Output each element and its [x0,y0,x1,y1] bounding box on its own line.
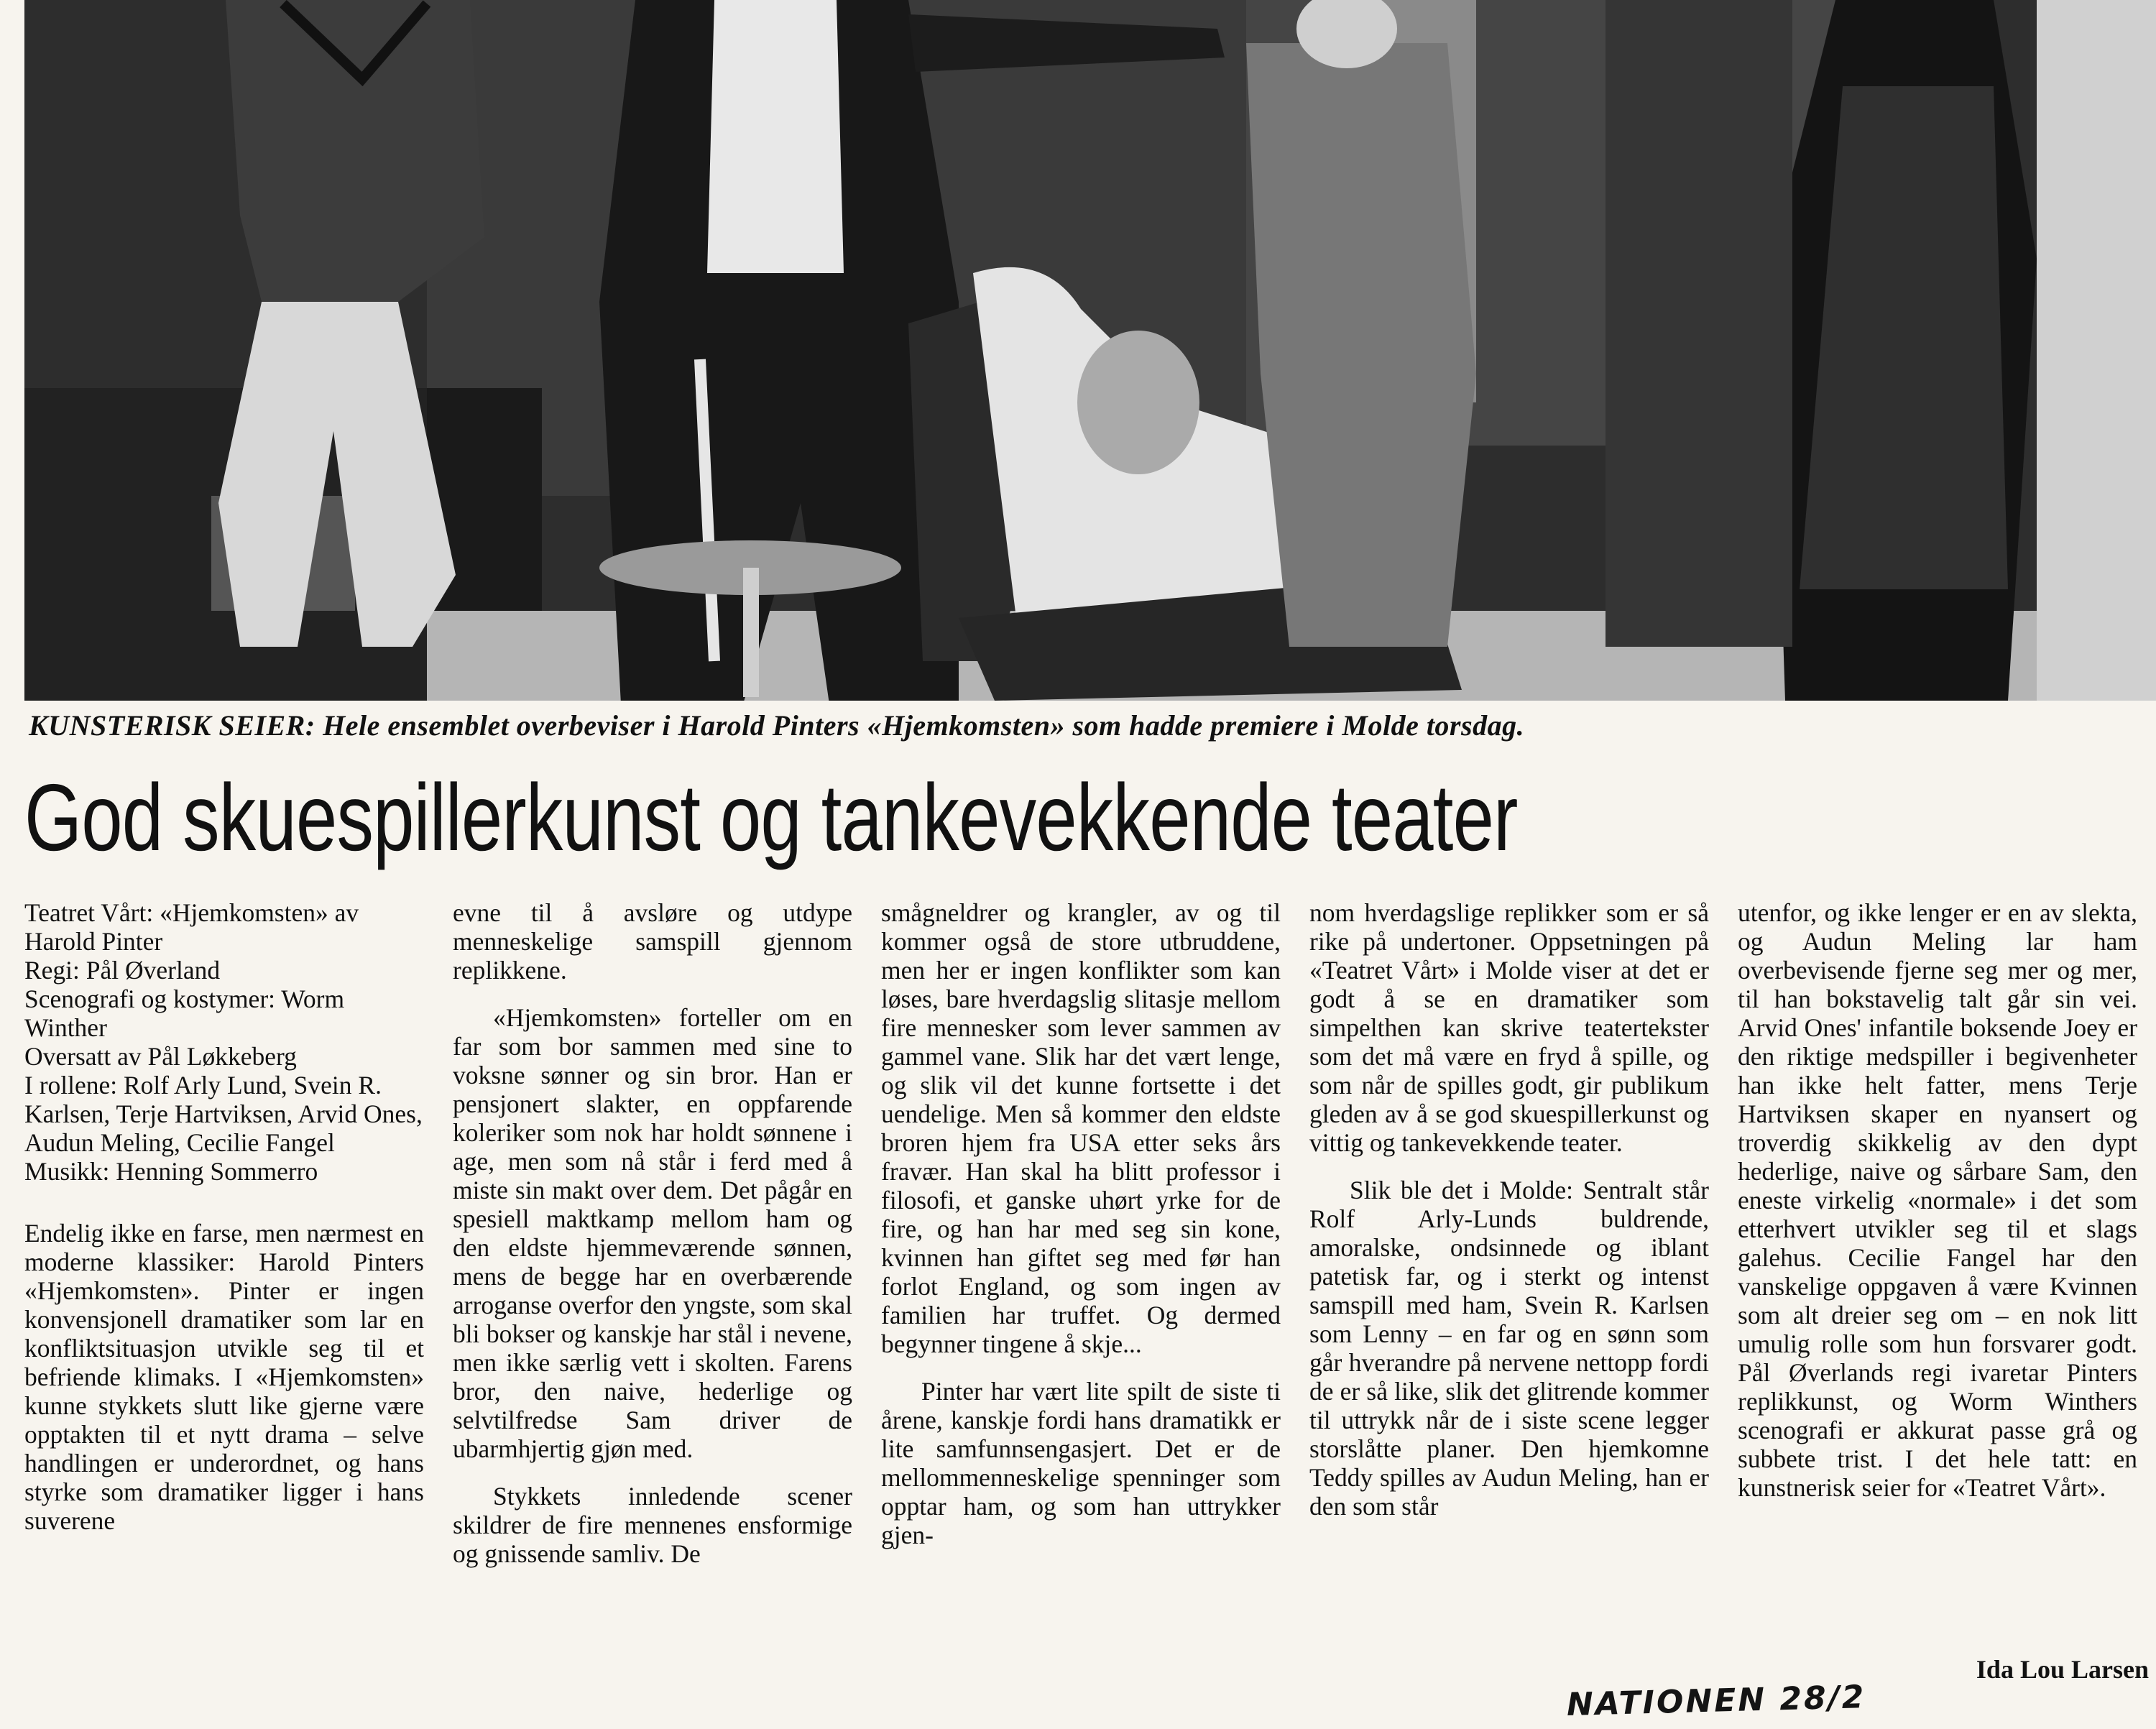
caption-lead: KUNSTERISK SEIER: [29,709,315,742]
caption-text: Hele ensemblet overbeviser i Harold Pinters «Hjemkomsten» som hadde premiere i Molde torsdag. [315,709,1525,742]
credit-line: Musikk: Henning Sommerro [24,1157,318,1186]
headline: God skuespillerkunst og tankevekkende teater [24,765,1518,870]
photo-caption [29,708,2127,744]
article-paragraph: evne til å avsløre og utdype menneskelige samspill gjennom replikkene. [453,898,852,985]
article-column-2 [453,898,852,1682]
article-paragraph: «Hjemkomsten» forteller om en far som bor sammen med sine to voksne sønner og sin bror. Han er pensjonert slakter, en oppfarende koleriker som nok har holdt sønnene i age, men som nå står i ferd med å miste sin makt over dem. Det pågår en spesiell maktkamp mellom ham og den eldste hjemmeværende sønnen, mens de begge har en overbærende arroganse overfor den yngste, som skal bli bokser og kanskje har stål i nevene, men ikke særlig vett i skolten. Farens bror, den naive, hederlige og selvtilfredse Sam driver de ubarmhjertig gjøn med. [453,1003,852,1463]
article-paragraph: nom hverdagslige replikker som er så rike på undertoner. Oppsetningen på «Teatret Vårt» i Molde viser at det er godt å se en dramatiker som simpelthen kan skrive teatertekster som det må være en fryd å spille, og som når de spilles godt, gir publikum gleden av å se god skuespillerkunst og vittig og tankevekkende teater. [1309,898,1709,1157]
article-paragraph: Stykkets innledende scener skildrer de fire mennenes ensformige og gnissende samliv. De [453,1482,852,1568]
credit-line: Regi: Pål Øverland [24,956,221,985]
byline: Ida Lou Larsen [1976,1655,2149,1684]
credit-line: Teatret Vårt: «Hjemkomsten» av Harold Pinter [24,898,359,956]
stage-photo-icon [24,0,2156,701]
article-column-5 [1738,898,2137,1653]
article-column-1 [24,898,424,1682]
article-paragraph: Slik ble det i Molde: Sentralt står Rolf Arly-Lunds buldrende, amoralske, ondsinnede og iblant patetisk far, og i sterkt og intenst samspill med ham, Svein R. Karlsen som Lenny – en far og en sønn som går hverandre på nervene nettopp fordi de er så like, slik det glitrende kommer til uttrykk når de i siste scene legger storslåtte planer. Den hjemkomne Teddy spilles av Audun Meling, han er den som står [1309,1176,1709,1521]
article-column-3 [881,898,1281,1682]
article-paragraph: Pinter har vært lite spilt de siste ti årene, kanskje fordi hans dramatikk er lite samfunnsengasjert. Det er de mellommenneskelige spenninger som opptar ham, og som han uttrykker gjen- [881,1377,1281,1549]
article-paragraph: Endelig ikke en farse, men nærmest en moderne klassiker: Harold Pinters «Hjemkomsten». Pinter er ingen konvensjonell dramatiker som lar en konfliktsituasjon utvikle seg til et befriende klimaks. I «Hjemkomsten» kunne stykkets slutt like gjerne være opptakten til et nytt drama – selve handlingen er underordnet, og hans styrke som dramatiker ligger i hans suverene [24,1219,424,1535]
credit-line: Oversatt av Pål Løkkeberg [24,1042,297,1071]
credit-line: Scenografi og kostymer: Worm Winther [24,985,345,1042]
theatre-stage-photo [24,0,2156,701]
credits-box [24,898,424,1186]
handwritten-source-note: NATIONEN 28/2 [1566,1679,1866,1723]
article-column-4 [1309,898,1709,1682]
credit-line: I rollene: Rolf Arly Lund, Svein R. Karlsen, Terje Hartviksen, Arvid Ones, Audun Meling, Cecilie Fangel [24,1071,423,1157]
article-paragraph: smågneldrer og krangler, av og til kommer også de store utbruddene, men her er ingen konflikter som kan løses, bare hverdagslig slitasje mellom fire mennesker som lever sammen av gammel vane. Slik har det vært lenge, og slik vil det kunne fortsette i det uendelige. Men så kommer den eldste broren hjem fra USA etter seks års fravær. Han skal ha blitt professor i filosofi, et ganske uhørt yrke for de fire, og han har med seg sin kone, kvinnen han giftet seg med før han forlot England, og som ingen av familien har truffet. Og dermed begynner tingene å skje... [881,898,1281,1358]
article-paragraph: utenfor, og ikke lenger er en av slekta, og Audun Meling lar ham overbevisende fjerne seg mer og mer, til han bokstavelig talt går sin vei. Arvid Ones' infantile boksende Joey er den riktige medspiller i begivenheter han ikke helt fatter, mens Terje Hartviksen skaper en nyansert og troverdig skikkelig av den dypt hederlige, naive og sårbare Sam, den eneste virkelig «normale» i det som etterhvert utvikler seg til et slags galehus. Cecilie Fangel har den vanskelige oppgaven å være Kvinnen som alt dreier seg om – en nok litt umulig rolle som hun forsvarer godt. Pål Øverlands regi ivaretar Pinters replikkunst, og Worm Winthers scenografi er akkurat passe grå og subbete trist. I det hele tatt: en kunstnerisk seier for «Teatret Vårt». [1738,898,2137,1502]
